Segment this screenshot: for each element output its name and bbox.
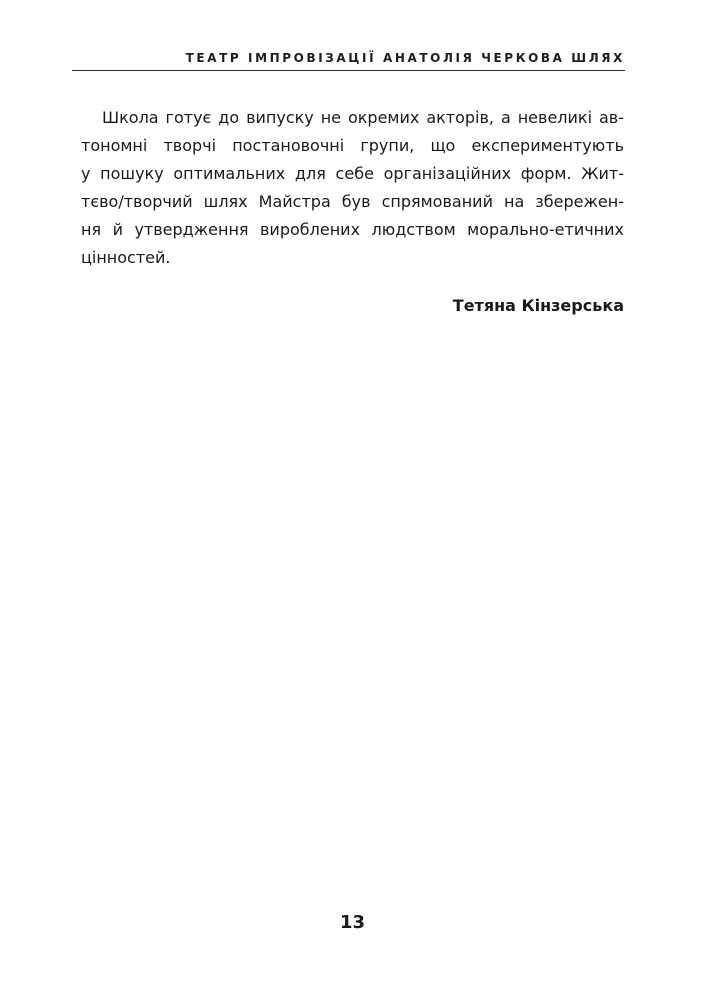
paragraph-line: тєво/творчий шлях Майстра був спрямований на збережен- bbox=[81, 192, 624, 211]
page-number: 13 bbox=[339, 912, 366, 933]
paragraph-line: Школа готує до випуску не окремих акторів, а невеликі ав- bbox=[102, 108, 624, 127]
body-paragraph bbox=[81, 104, 624, 272]
paragraph-line: цінностей. bbox=[81, 248, 171, 267]
running-header: ТЕАТР ІМПРОВІЗАЦІЇ АНАТОЛІЯ ЧЕРКОВА ШЛЯХ bbox=[185, 51, 625, 65]
author-signature: Тетяна Кінзерська bbox=[452, 296, 624, 315]
paragraph-line: тономні творчі постановочні групи, що експериментують bbox=[81, 136, 624, 155]
paragraph-line: ня й утвердження вироблених людством морально-етичних bbox=[81, 220, 624, 239]
header-divider bbox=[72, 70, 625, 71]
paragraph-line: у пошуку оптимальних для себе організаційних форм. Жит- bbox=[81, 164, 624, 183]
